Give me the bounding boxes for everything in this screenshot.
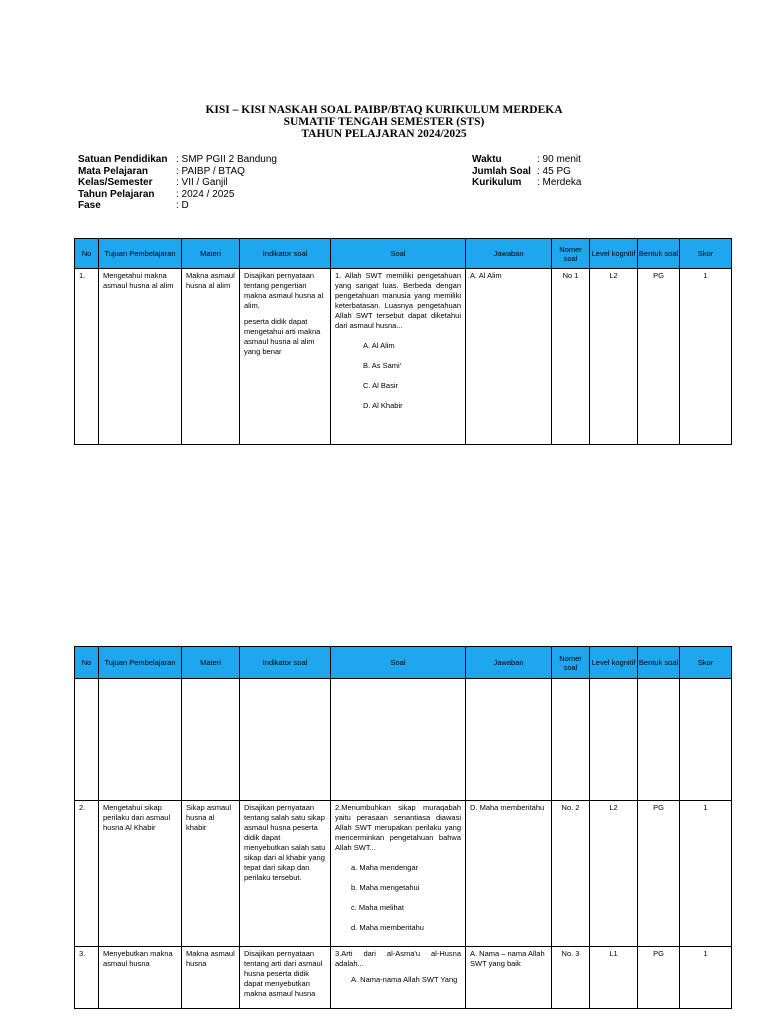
answer-option: C. Al Basir (363, 381, 399, 390)
col-header-level: Level kognitif (590, 239, 638, 269)
info-value: : SMP PGII 2 Bandung (176, 154, 277, 165)
info-label: Kelas/Semester (78, 177, 153, 188)
row-tujuan: Mengetahui makna asmaul husna al alim (103, 271, 174, 290)
row-materi: Makna asmaul husna al alim (186, 271, 235, 290)
row-jawaban: A. Al Alim (470, 271, 502, 280)
col-header-nomer: Nomer soal (552, 239, 590, 269)
info-value: : D (176, 200, 189, 211)
doc-title-line-1: KISI – KISI NASKAH SOAL PAIBP/BTAQ KURIKULUM MERDEKA (205, 104, 563, 116)
info-label: Mata Pelajaran (78, 165, 149, 177)
info-value: : Merdeka (537, 177, 582, 188)
kisi-table-2 (74, 646, 732, 1009)
col-header-bentuk: Bentuk soal (638, 647, 680, 679)
answer-option: A. Nama-nama Allah SWT Yang (351, 975, 458, 984)
table-row (75, 269, 732, 445)
table-header-row (75, 647, 732, 679)
answer-option: a. Maha mendengar (351, 863, 419, 872)
col-header-no: No (75, 647, 99, 679)
row-jawaban: A. Nama – nama Allah SWT yang baik (470, 949, 545, 968)
row-level: L2 (609, 803, 618, 812)
row-skor: 1 (703, 803, 708, 812)
row-bentuk: PG (653, 803, 664, 812)
row-level: L1 (609, 949, 618, 958)
row-tujuan: Mengetahui sikap perilaku dari asmaul husna Al Khabir (103, 803, 171, 832)
row-level: L2 (609, 271, 618, 280)
row-nomer: No. 2 (561, 803, 580, 812)
row-jawaban: D. Maha memberitahu (470, 803, 545, 812)
col-header-indikator: Indikator soal (240, 239, 331, 269)
info-label: Kurikulum (472, 177, 522, 188)
row-no: 1. (79, 271, 86, 280)
kisi-table-1 (74, 238, 732, 445)
row-no: 3. (79, 949, 86, 958)
col-header-soal: Soal (331, 647, 466, 679)
info-right (472, 154, 581, 189)
col-header-jawaban: Jawaban (466, 647, 552, 679)
answer-option: A. Al Alim (363, 341, 395, 350)
row-materi: Makna asmaul husna (186, 949, 235, 968)
row-indikator-cont: peserta didik dapat mengetahui arti makna asmaul husna al alim yang benar (244, 317, 321, 356)
row-soal: 1. Allah SWT memiliki pengetahuan yang sangat luas. Berbeda dengan pengetahuan manusia yang memiliki keterbatasan. Luasnya pengetahuan Allah SWT tersebut dapat diketahui dari asmaul husna... (335, 271, 461, 330)
col-header-tujuan: Tujuan Pembelajaran (99, 239, 182, 269)
row-no: 2. (79, 803, 86, 812)
col-header-no: No (75, 239, 99, 269)
table-header-row (75, 239, 732, 269)
row-bentuk: PG (653, 949, 664, 958)
info-value: : VII / Ganjil (176, 177, 228, 188)
info-label: Tahun Pelajaran (78, 188, 155, 200)
doc-title-line-2: SUMATIF TENGAH SEMESTER (STS) (283, 116, 485, 128)
col-header-materi: Materi (182, 647, 240, 679)
info-value: : 2024 / 2025 (176, 188, 235, 200)
doc-title-line-3: TAHUN PELAJARAN 2024/2025 (301, 128, 467, 140)
info-label: Satuan Pendidikan (78, 154, 168, 165)
col-header-indikator: Indikator soal (240, 647, 331, 679)
col-header-bentuk: Bentuk soal (638, 239, 680, 269)
col-header-skor: Skor (680, 647, 732, 679)
info-value: : PAIBP / BTAQ (176, 165, 245, 177)
row-skor: 1 (703, 949, 708, 958)
info-label: Fase (78, 200, 101, 211)
col-header-level: Level kognitif (590, 647, 638, 679)
col-header-tujuan: Tujuan Pembelajaran (99, 647, 182, 679)
info-left (78, 154, 277, 212)
row-skor: 1 (703, 271, 708, 280)
answer-option: d. Maha memberitahu (351, 923, 424, 932)
row-indikator: Disajikan pernyataan tentang salah satu sikap asmaul husna peserta didik dapat menyebutkan salah satu sikap dari al khabir yang tepat dari sikap dan perilaku tersebut. (244, 803, 326, 882)
row-tujuan: Menyebutkan makna asmaul husna (103, 949, 173, 968)
col-header-jawaban: Jawaban (466, 239, 552, 269)
info-value: : 90 menit (537, 154, 581, 165)
table-row (75, 947, 732, 1009)
row-nomer: No. 3 (561, 949, 580, 958)
row-bentuk: PG (653, 271, 664, 280)
col-header-materi: Materi (182, 239, 240, 269)
answer-option: B. As Sami' (363, 361, 402, 370)
col-header-nomer: Nomer soal (552, 647, 590, 679)
info-value: : 45 PG (537, 165, 571, 177)
answer-option: b. Maha mengetahui (351, 883, 420, 892)
info-label: Jumlah Soal (472, 165, 531, 177)
answer-option: D. Al Khabir (363, 401, 403, 410)
row-materi: Sikap asmaul husna al khabir (186, 803, 232, 832)
row-soal: 2.Menumbuhkan sikap muraqabah yaitu perasaan senantiasa diawasi Allah SWT merupakan perilaku yang mencerminkan pengetahuan bahwa Allah SWT... (335, 803, 461, 852)
table-row (75, 801, 732, 947)
col-header-skor: Skor (680, 239, 732, 269)
info-label: Waktu (472, 154, 502, 165)
row-nomer: No 1 (562, 271, 579, 280)
row-indikator: Disajikan pernyataan tentang arti dari asmaul husna peserta didik dapat menyebutkan makna asmaul husna (244, 949, 323, 998)
col-header-soal: Soal (331, 239, 466, 269)
empty-row (75, 679, 732, 801)
row-indikator: Disajikan pernyataan tentang pengertian makna asmaul husna al alim, (244, 271, 324, 310)
row-soal: 3.Arti dari al-Asma'u al-Husna adalah... (335, 949, 461, 968)
answer-option: c. Maha melihat (351, 903, 404, 912)
